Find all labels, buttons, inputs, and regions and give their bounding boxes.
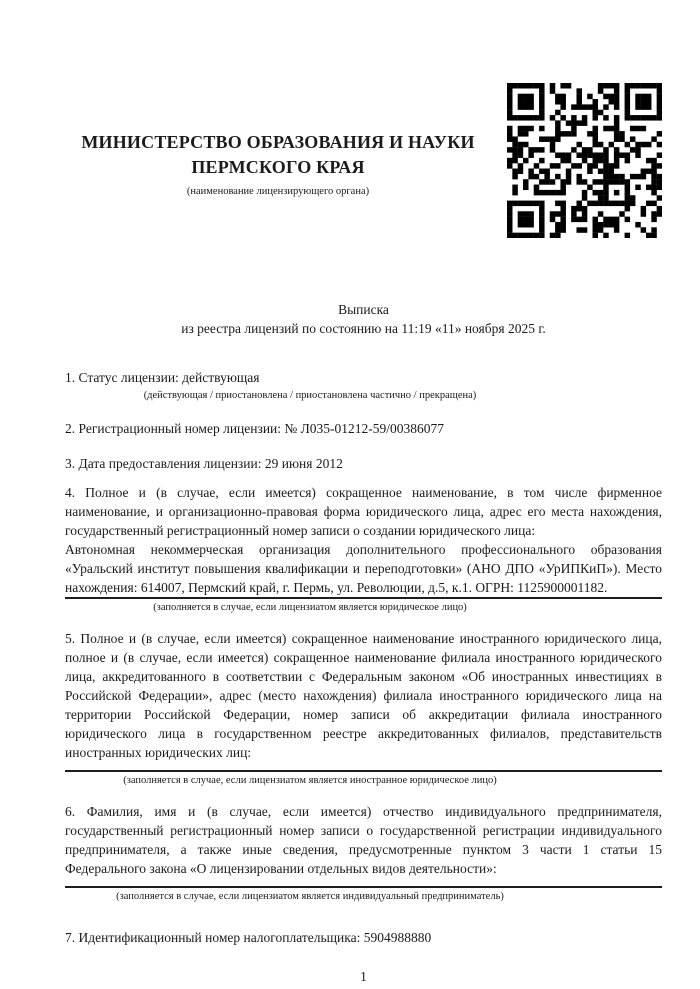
qr-code-image <box>507 83 662 238</box>
authority-name-line1: МИНИСТЕРСТВО ОБРАЗОВАНИЯ И НАУКИ <box>81 132 475 152</box>
document-title-line2: из реестра лицензий по состоянию на 11:19 «11» ноября 2025 г. <box>181 321 546 336</box>
document-header <box>65 83 662 238</box>
foreign-entity-fill-caption: (заполняется в случае, если лицензиатом является иностранное юридическое лицо) <box>123 775 497 786</box>
item-6-entrepreneur <box>65 802 662 904</box>
legal-entity-fill-caption: (заполняется в случае, если лицензиатом является юридическое лицо) <box>153 602 467 613</box>
legal-entity-field-line <box>65 597 662 599</box>
item-5-foreign-entity <box>65 629 662 788</box>
foreign-entity-clause: 5. Полное и (в случае, если имеется) сокращенное наименование иностранного юридического лица, полное и (в случае, если имеется) сокращенное наименование филиала иностранного юридического лица, аккредитованного в соответствии с Федеральным законом «Об иностранных инвестициях в Российской Федерации», адрес (место нахождения) филиала иностранного юридического лица на территории Российской Федерации, номер записи об аккредитации филиала иностранного юридического лица в государственном реестре аккредитованных филиалов, представительств иностранных юридических лиц: <box>65 631 662 760</box>
item-2-registration-number <box>65 419 662 438</box>
registration-number-text: 2. Регистрационный номер лицензии: № Л035-01212-59/00386077 <box>65 421 445 436</box>
document-title-line1: Выписка <box>338 302 389 317</box>
spacer <box>65 762 662 770</box>
spacer <box>65 878 662 886</box>
license-status-options-caption: (действующая / приостановлена / приостановлена частично / прекращена) <box>143 390 477 401</box>
authority-name-line2: ПЕРМСКОГО КРАЯ <box>191 157 365 177</box>
license-date-text: 3. Дата предоставления лицензии: 29 июня 2012 <box>65 456 343 471</box>
entrepreneur-fill-caption: (заполняется в случае, если лицензиатом является индивидуальный предприниматель) <box>116 891 504 902</box>
licensing-authority-block <box>65 83 507 199</box>
item-1-license-status <box>65 368 662 403</box>
foreign-entity-field-line <box>65 770 662 772</box>
item-7-taxpayer-id <box>65 928 662 947</box>
authority-name <box>65 130 491 180</box>
item-3-license-date <box>65 454 662 473</box>
legal-entity-value: Автономная некоммерческая организация дополнительного профессионального образования «Уральский институт повышения квалификации и переподготовки» (АНО ДПО «УрИПКиП»). Место нахождения: 614007, Пермский край, г. Пермь, ул. Революции, д.5, к.1. ОГРН: 1125900001182. <box>65 542 662 595</box>
license-status-text: 1. Статус лицензии: действующая <box>65 370 260 385</box>
taxpayer-id-text: 7. Идентификационный номер налогоплательщика: 5904988880 <box>65 930 432 945</box>
legal-entity-clause: 4. Полное и (в случае, если имеется) сокращенное наименование, в том числе фирменное наименование, и организационно-правовая форма юридического лица, адрес его места нахождения, государственный регистрационный номер записи о создании юридического лица: <box>65 485 662 538</box>
item-4-legal-entity <box>65 483 662 615</box>
entrepreneur-field-line <box>65 886 662 888</box>
qr-code <box>507 83 662 238</box>
page-number: 1 <box>360 969 367 984</box>
authority-caption: (наименование лицензирующего органа) <box>186 186 370 197</box>
document-title <box>65 300 662 338</box>
entrepreneur-clause: 6. Фамилия, имя и (в случае, если имеется) отчество индивидуального предпринимателя, государственный регистрационный номер записи о государственной регистрации индивидуального предпринимателя, а также иные сведения, предусмотренные пунктом 3 части 1 статьи 15 Федерального закона «О лицензировании отдельных видов деятельности»: <box>65 804 662 876</box>
